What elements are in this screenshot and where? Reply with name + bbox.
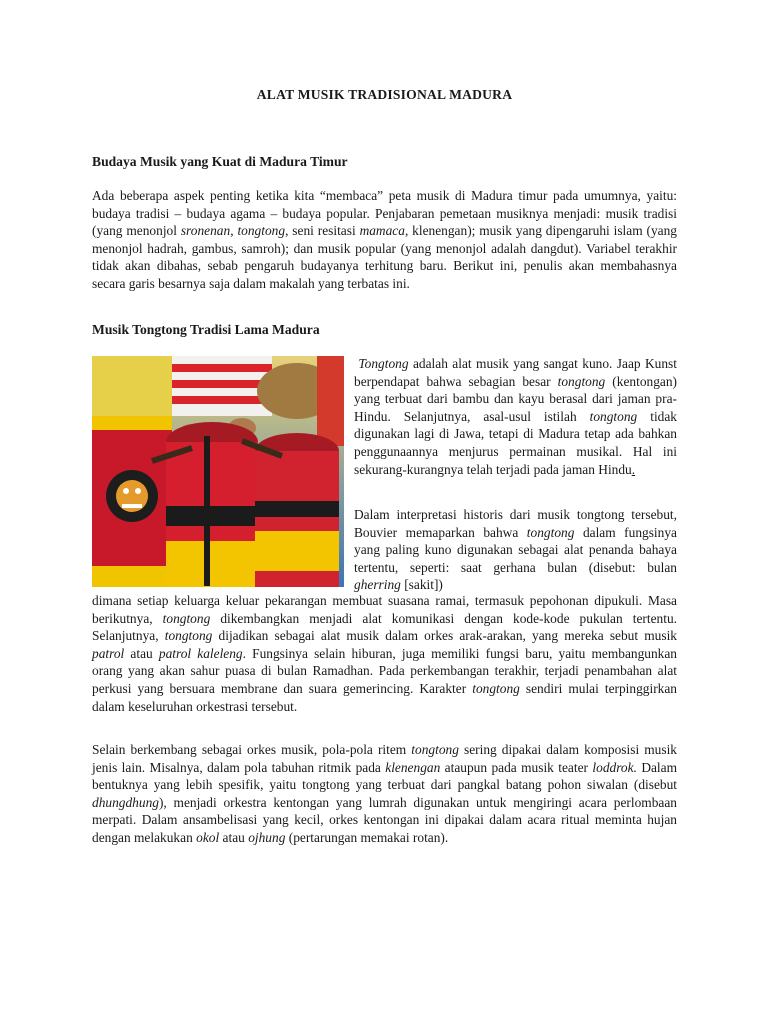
text-segment: Dalam interpretasi historis dari musik tongtong tersebut, Bouvier memaparkan bahwa — [354, 507, 677, 540]
text-segment: atau — [219, 829, 249, 845]
text-segment: , seni resitasi — [285, 223, 360, 239]
text-segment: [sakit]) — [400, 577, 443, 593]
text-segment: sendiri mulai terpinggirkan dalam keseluruhan orkestrasi tersebut. — [92, 680, 677, 714]
text-segment: tidak digunakan lagi di Jawa, tetapi di Madura tetap ada bahkan penggunaannya menjurus permainan musikal. Hal ini sekurang-kurangnya telah terjadi pada jaman Hindu — [354, 408, 677, 477]
italic-term: tongtong — [164, 628, 213, 644]
italic-term: sronenan — [180, 223, 231, 239]
section-heading-tongtong: Musik Tongtong Tradisi Lama Madura — [92, 322, 320, 337]
italic-term: tongtong — [162, 610, 211, 626]
text-segment: ataupun pada musik teater — [440, 759, 593, 775]
italic-term: patrol kaleleng — [158, 645, 243, 661]
text-segment: Selain berkembang sebagai orkes musik, pola-pola ritem — [92, 742, 412, 757]
paragraph-interpretasi-full — [92, 592, 677, 715]
italic-term: gherring — [354, 577, 401, 593]
italic-term: ojhung — [248, 829, 286, 845]
text-segment: , — [230, 223, 238, 239]
text-segment: dimana setiap keluarga keluar pekarangan membuat suasana ramai, termasuk pepohonan dipukuli. Masa berikutnya, — [92, 593, 677, 626]
italic-term: patrol — [92, 645, 125, 661]
tongtong-drums-image — [92, 356, 344, 587]
text-segment: dalam fungsinya yang paling kuno digunakan sebagai alat penanda bahaya tertentu, seperti: saat gerhana bulan (disebut: bulan — [354, 524, 677, 575]
text-segment: (kentongan) yang terbuat dari bambu dan kayu berasal dari jaman pra-Hindu. Selanjutnya, asal-usul istilah — [354, 373, 678, 424]
text-segment: ), menjadi orkestra kentongan yang lumrah digunakan untuk mengiringi acara perlombaan merpati. Dalam ansambelisasi yang kecil, orkes kentongan ini dipakai dalam acara ritual meminta hujan dengan melakukan — [92, 794, 677, 845]
italic-term: okol — [196, 829, 220, 845]
section-heading-budaya: Budaya Musik yang Kuat di Madura Timur — [92, 154, 348, 169]
text-segment: Ada beberapa aspek penting ketika kita “membaca” peta musik di Madura timur pada umumnya, yaitu: budaya tradisi – budaya agama – budaya popular. Penjabaran pemetaan musiknya menjadi: musik tradisi (yang menonjol — [92, 188, 677, 239]
text-segment: Dalam bentuknya yang lebih spesifik, yaitu tongtong yang terbuat dari pangkal batang pohon siwalan (disebut — [92, 759, 678, 793]
italic-term: tongtong — [411, 742, 459, 757]
text-segment: adalah alat musik yang sangat kuno. Jaap Kunst berpendapat bahwa sebagian besar — [354, 356, 677, 389]
drums-illustration — [92, 356, 344, 587]
italic-term: loddrok. — [592, 759, 637, 775]
text-segment: . Fungsinya selain hiburan, juga memiliki fungsi baru, yaitu membangunkan orang yang akan sahur puasa di bulan Ramadhan. Pada perkembangan terakhir, terjadi penambahan alat perkusi yang bersuara membrane dan suara gemerincing. Karakter — [92, 645, 678, 696]
italic-term: mamaca — [359, 223, 405, 239]
italic-term: dhungdhung — [92, 794, 159, 810]
italic-term: tongtong — [526, 524, 575, 540]
paragraph-pola-ritem — [92, 741, 677, 847]
italic-term: tongtong — [237, 223, 286, 239]
italic-term: tongtong — [472, 680, 520, 696]
italic-term: tongtong — [557, 373, 606, 389]
text-segment: dikembangkan menjadi alat komunikasi dengan kode-kode pukulan tertentu. Selanjutnya, — [92, 610, 677, 644]
text-segment: dijadikan sebagai alat musik dalam orkes arak-arakan, yang mereka sebut musik — [212, 628, 677, 644]
text-segment: sering dipakai dalam komposisi musik jenis lain. Misalnya, dalam pola tabuhan ritmik pada — [92, 742, 677, 775]
italic-term: klenengan — [385, 759, 441, 775]
italic-term: Tongtong — [358, 356, 409, 371]
text-segment: atau — [124, 645, 159, 661]
document-title: ALAT MUSIK TRADISIONAL MADURA — [256, 87, 513, 102]
text-segment: (pertarungan memakai rotan). — [285, 829, 449, 845]
underlined-period: . — [631, 461, 636, 477]
paragraph-budaya — [92, 187, 677, 293]
italic-term: tongtong — [589, 408, 638, 424]
text-segment: , klenengan); musik yang dipengaruhi islam (yang menonjol hadrah, gambus, samroh); dan musik popular (yang menonjol adalah dangdut). Variabel terakhir tidak akan dibahas, sebab pengaruh budayanya terhitung baru. Berikut ini, penulis akan membahasnya secara garis besarnya saja dalam makalah yang terbatas ini. — [92, 223, 678, 291]
paragraph-interpretasi-wrap — [354, 506, 677, 594]
paragraph-tongtong-kuno — [354, 355, 677, 478]
